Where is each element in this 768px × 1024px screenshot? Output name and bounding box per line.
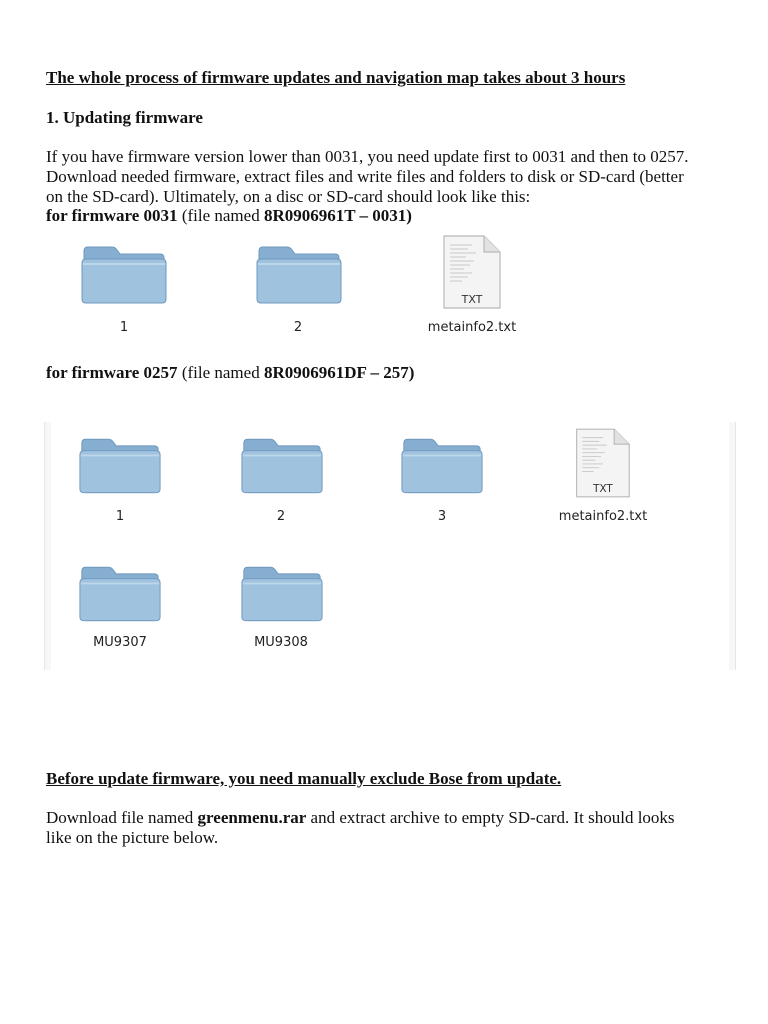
section-heading-updating-firmware: 1. Updating firmware xyxy=(46,108,203,127)
folder-icon xyxy=(80,243,168,305)
firmware-0257-label xyxy=(46,363,414,383)
folder-name-label: 3 xyxy=(437,509,447,524)
intro-line-2: Download needed firmware, extract files and write files and folders to disk or SD-card (better xyxy=(46,167,684,186)
intro-paragraph xyxy=(46,147,746,207)
folder-item[interactable] xyxy=(255,243,343,305)
firmware-0257-label-bold: for firmware 0257 xyxy=(46,363,178,382)
text-file-item[interactable] xyxy=(571,426,633,500)
document-title: The whole process of firmware updates and navigation map takes about 3 hours xyxy=(46,68,626,87)
folder-item[interactable] xyxy=(240,562,324,624)
folder-icon xyxy=(78,434,162,496)
bose-text-post: and extract archive to empty SD-card. It should looks xyxy=(306,808,675,827)
folder-icon xyxy=(240,434,324,496)
folder-icon xyxy=(255,243,343,305)
firmware-0031-label xyxy=(46,206,412,226)
folder-icon xyxy=(400,434,484,496)
folder-name-label: MU9307 xyxy=(93,635,147,650)
text-file-icon xyxy=(571,426,633,500)
file-type-badge: TXT xyxy=(461,293,483,306)
folder-icon xyxy=(78,562,162,624)
firmware-0031-filename: 8R0906961T – 0031) xyxy=(263,206,412,225)
intro-line-1: If you have firmware version lower than 0031, you need update first to 0031 and then to 0257. xyxy=(46,147,689,166)
folder-item[interactable] xyxy=(400,434,484,496)
folder-item[interactable] xyxy=(78,562,162,624)
bose-text-pre: Download file named xyxy=(46,808,198,827)
text-file-icon xyxy=(438,233,504,311)
firmware-0257-label-normal: (file named xyxy=(177,363,264,382)
text-file-item[interactable] xyxy=(438,233,504,311)
folder-name-label: 1 xyxy=(115,509,125,524)
folder-item[interactable] xyxy=(240,434,324,496)
file-name-label: metainfo2.txt xyxy=(558,509,648,524)
folder-name-label: 1 xyxy=(119,320,129,335)
bose-paragraph xyxy=(46,808,746,848)
folder-item[interactable] xyxy=(78,434,162,496)
file-name-label: metainfo2.txt xyxy=(427,320,517,335)
firmware-0031-label-bold: for firmware 0031 xyxy=(46,206,178,225)
file-type-badge: TXT xyxy=(593,483,613,496)
bose-line-1 xyxy=(46,808,746,828)
folder-name-label: 2 xyxy=(293,320,303,335)
firmware-0257-filename: 8R0906961DF – 257) xyxy=(263,363,415,382)
folder-name-label: MU9308 xyxy=(254,635,308,650)
firmware-0031-label-normal: (file named xyxy=(177,206,264,225)
folder-item[interactable] xyxy=(80,243,168,305)
bose-exclusion-heading: Before update firmware, you need manually exclude Bose from update. xyxy=(46,769,562,788)
greenmenu-filename: greenmenu.rar xyxy=(197,808,307,827)
intro-line-3: on the SD-card). Ultimately, on a disc or SD-card should look like this: xyxy=(46,187,531,206)
bose-line-2: like on the picture below. xyxy=(46,828,219,847)
folder-name-label: 2 xyxy=(276,509,286,524)
folder-icon xyxy=(240,562,324,624)
